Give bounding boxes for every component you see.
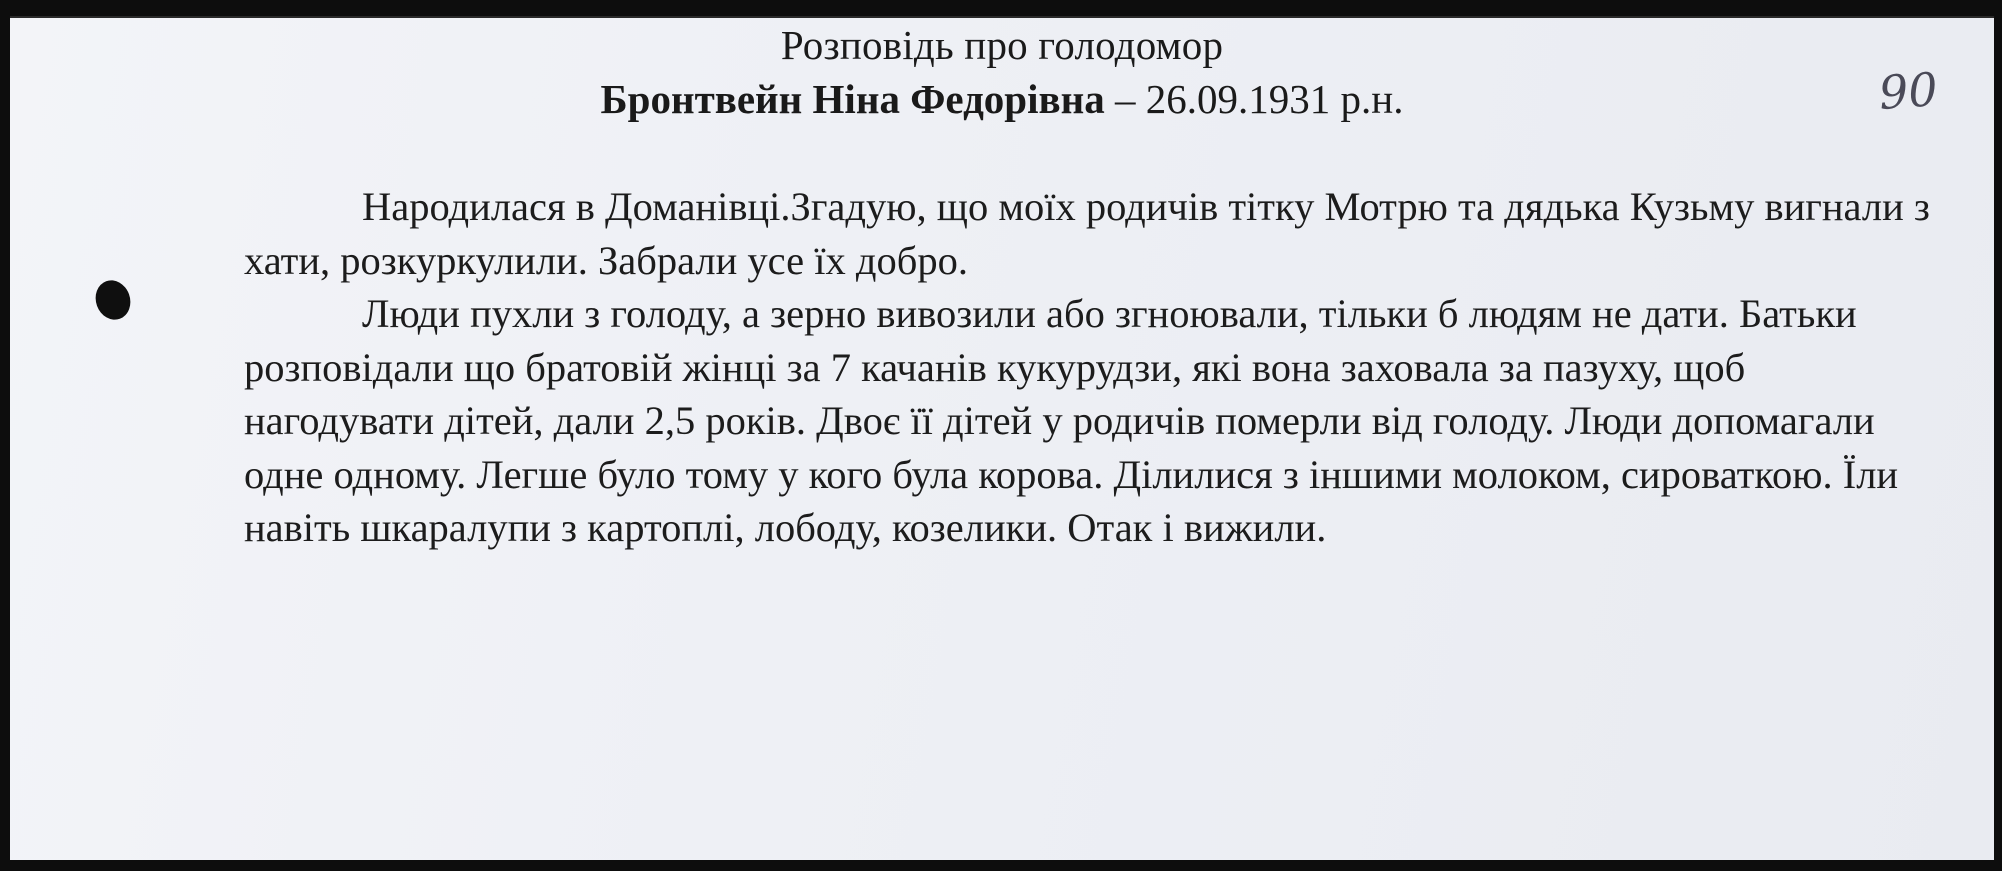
document-subtitle	[10, 74, 1994, 124]
author-name: Бронтвейн Ніна Федорівна	[600, 76, 1105, 122]
document-page	[10, 16, 1994, 860]
document-title: Розповідь про голодомор	[780, 22, 1224, 68]
paragraph-1: Народилася в Доманівці.Згадую, що моїх родичів тітку Мотрю та дядька Кузьму вигнали з хати, розкуркулили. Забрали усе їх добро.	[244, 184, 1930, 283]
handwritten-page-number: 90	[1877, 62, 1940, 120]
punch-hole	[90, 275, 136, 324]
birth-date: – 26.09.1931 р.н.	[1104, 76, 1404, 122]
document-body	[244, 180, 1934, 555]
paragraph-2: Люди пухли з голоду, а зерно вивозили або згноювали, тільки б людям не дати. Батьки розповідали що братовій жінці за 7 качанів кукурудзи, які вона заховала за пазуху, щоб нагодувати дітей, дали 2,5 років. Двоє її дітей у родичів померли від голоду. Люди допомагали одне одному. Легше було тому у кого була корова. Ділилися з іншими молоком, сироваткою. Їли навіть шкаралупи з картоплі, лободу, козелики. Отак і вижили.	[244, 291, 1899, 550]
